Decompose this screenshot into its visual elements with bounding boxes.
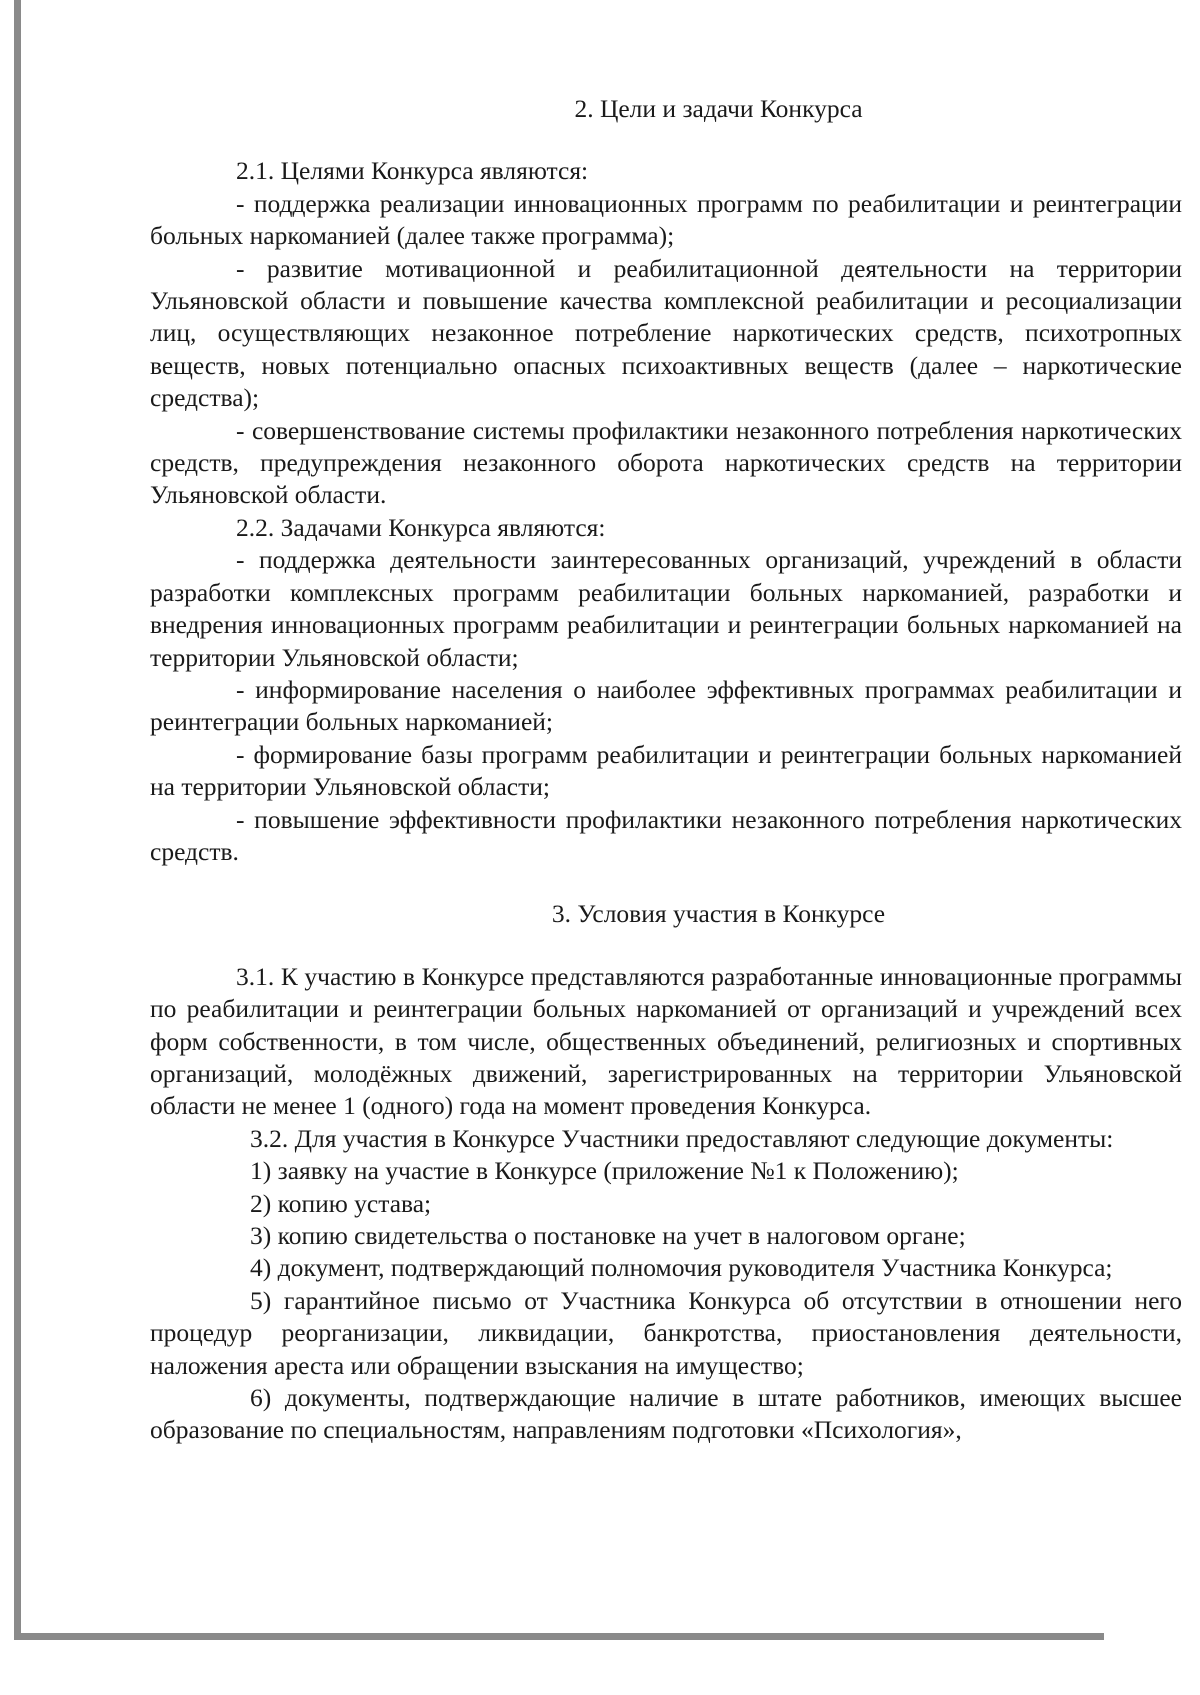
- scan-edge-bottom: [14, 1633, 1104, 1640]
- paragraph-2-1: 2.1. Целями Конкурса являются:: [236, 156, 589, 186]
- paragraph-3-2: 3.2. Для участия в Конкурсе Участники предоставляют следующие документы:: [250, 1123, 1114, 1153]
- document-item-5: 5) гарантийное письмо от Участника Конкурса об отсутствии в отношении него процедур реорганизации, ликвидации, банкротства, приостановления деятельности, наложения ареста или обращении взыскания на имущество;: [150, 1285, 1182, 1380]
- paragraph-3-1: 3.1. К участию в Конкурсе представляются разработанные инновационные программы по реабилитации и реинтеграции больных наркоманией от организаций и учреждений всех форм собственности, в том числе, общественных объединений, религиозных и спортивных организаций, молодёжных движений, зарегистрированных на территории Ульяновской области не менее 1 (одного) года на момент проведения Конкурса.: [150, 961, 1182, 1121]
- paragraph-2-2: 2.2. Задачами Конкурса являются:: [236, 512, 606, 542]
- section-3-title: 3. Условия участия в Конкурсе: [551, 899, 886, 929]
- document-item-6: 6) документы, подтверждающие наличие в штате работников, имеющих высшее образование по специальностям, направлениям подготовки «Психология»,: [150, 1383, 1182, 1445]
- paragraph-task-4: - повышение эффективности профилактики незаконного потребления наркотических средств.: [150, 804, 1182, 866]
- document-item-4: 4) документ, подтверждающий полномочия руководителя Участника Конкурса;: [250, 1253, 1113, 1283]
- document-item-3: 3) копию свидетельства о постановке на учет в налоговом органе;: [250, 1221, 966, 1250]
- paragraph-task-3: - формирование базы программ реабилитации и реинтеграции больных наркоманией на территории Ульяновской области;: [150, 739, 1182, 802]
- paragraph-task-1: - поддержка деятельности заинтересованных организаций, учреждений в области разработки комплексных программ реабилитации больных наркоманией, разработки и внедрения инновационных программ реабилитации и реинтеграции больных наркоманией на территории Ульяновской области;: [150, 545, 1182, 672]
- document-item-1: 1) заявку на участие в Конкурсе (приложение №1 к Положению);: [250, 1156, 959, 1186]
- document-page: [150, 93, 1182, 1447]
- scan-edge-left: [14, 0, 21, 1640]
- paragraph-goal-1: - поддержка реализации инновационных программ по реабилитации и реинтеграции больных наркоманией (далее также программа);: [150, 188, 1182, 251]
- paragraph-goal-3: - совершенствование системы профилактики незаконного потребления наркотических средств, предупреждения незаконного оборота наркотических средств на территории Ульяновской области.: [150, 415, 1182, 510]
- paragraph-task-2: - информирование населения о наиболее эффективных программах реабилитации и реинтеграции больных наркоманией;: [150, 674, 1182, 737]
- section-2-title: 2. Цели и задачи Конкурса: [574, 94, 863, 123]
- document-item-2: 2) копию устава;: [250, 1188, 432, 1218]
- paragraph-goal-2: - развитие мотивационной и реабилитационной деятельности на территории Ульяновской области и повышение качества комплексной реабилитации и ресоциализации лиц, осуществляющих незаконное потребление наркотических средств, психотропных веществ, новых потенциально опасных психоактивных веществ (далее – наркотические средства);: [150, 253, 1182, 413]
